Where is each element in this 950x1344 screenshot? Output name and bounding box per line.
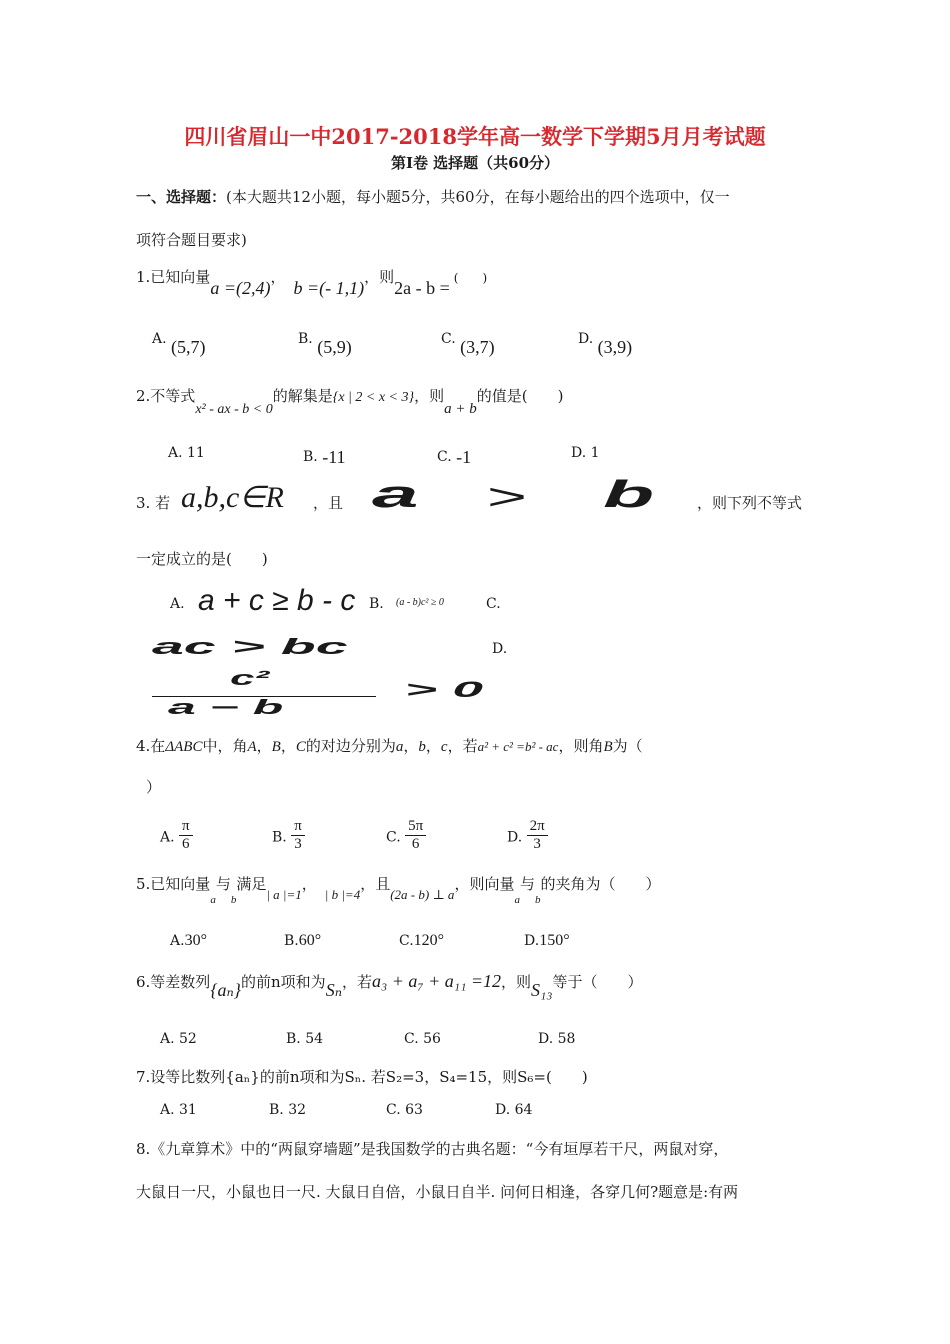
q1-option-d: D. (3,9) bbox=[578, 331, 633, 357]
q4-condition: a² + c² =b² - ac bbox=[477, 739, 559, 754]
q7-option-b: B. 32 bbox=[269, 1102, 307, 1118]
q6-sum: Sₙ bbox=[325, 980, 342, 1000]
question-7-stem: 7.设等比数列{aₙ}的前n项和为Sₙ. 若S₂=3，S₄=15，则S₆=( ) bbox=[136, 1068, 588, 1086]
q6-sequence: {aₙ} bbox=[210, 980, 242, 1000]
q3-text-a: 3. 若 bbox=[136, 494, 171, 512]
q2-option-a: A. 11 bbox=[168, 445, 205, 461]
q1-expression: 2a - b = bbox=[394, 278, 450, 298]
q4-option-d: D. $\frac{2\pi}{3}$ bbox=[507, 820, 548, 855]
question-5-stem: 5.已知向量a与b满足| a |=1，| b |=4，且(2a - b) ⊥ a，则向量a与b的夹角为（ ） bbox=[136, 875, 661, 906]
q3-cond-op: > bbox=[487, 476, 527, 517]
q4-option-a: A. $\frac{\pi}{6}$ bbox=[160, 820, 193, 855]
question-1-stem bbox=[136, 266, 488, 298]
q4-close-paren: ） bbox=[146, 778, 162, 796]
q2-target-expr: a + b bbox=[444, 401, 477, 417]
exam-title: 四川省眉山一中2017-2018学年高一数学下学期5月月考试题 bbox=[184, 124, 766, 149]
q5-option-c: C.120° bbox=[399, 932, 445, 949]
q4-triangle: ΔABC bbox=[165, 739, 203, 755]
q5-vector-b: b bbox=[230, 894, 237, 906]
section-instructions-line1 bbox=[136, 186, 730, 207]
q2-text-d: 的值是( ) bbox=[476, 387, 564, 405]
q6-option-b: B. 54 bbox=[286, 1031, 324, 1047]
q4-option-b: B. $\frac{\pi}{3}$ bbox=[272, 820, 305, 855]
q1-option-c: C. (3,7) bbox=[441, 331, 495, 357]
q1-option-b: B. (5,9) bbox=[298, 331, 352, 357]
q3-option-d-rest: > 0 bbox=[405, 677, 484, 702]
q1-answer-paren: ( ) bbox=[453, 271, 488, 285]
q3-cond-b: b bbox=[603, 474, 655, 516]
q3-option-d-denominator: a − b bbox=[168, 697, 284, 719]
q3-condition: a,b,c∈R bbox=[181, 481, 284, 514]
q6-option-a: A. 52 bbox=[160, 1031, 197, 1047]
q2-option-c: C. -1 bbox=[437, 447, 472, 467]
question-6-stem: 6.等差数列{aₙ}的前n项和为Sₙ，若a₃ + a₇ + a₁₁ =12，则S₁₃等于（ ） bbox=[136, 971, 643, 1000]
q5-option-b: B.60° bbox=[284, 932, 322, 949]
q5-norm-a: | a |=1 bbox=[266, 887, 302, 902]
question-8-line2: 大鼠日一尺，小鼠也日一尺. 大鼠日自倍，小鼠日自半. 问何日相逢，各穿几何?题意是:有两 bbox=[136, 1183, 739, 1201]
q1-sep2: ，则 bbox=[364, 268, 395, 286]
q1-vector-a: a =(2,4) bbox=[210, 278, 271, 298]
q5-option-a: A.30° bbox=[170, 932, 207, 949]
q7-option-d: D. 64 bbox=[495, 1102, 533, 1118]
question-4-stem: 4.在ΔABC中，角A，B，C的对边分别为a，b，c，若a² + c² =b² - ac，则角B为（ bbox=[136, 737, 643, 755]
q2-text-b: 的解集是 bbox=[272, 387, 333, 405]
q2-option-b: B. -11 bbox=[303, 447, 346, 467]
q1-text: 1.已知向量 bbox=[136, 268, 211, 286]
q3-option-c-value: ac > bc bbox=[152, 634, 348, 659]
q4-option-c: C. $\frac{5\pi}{6}$ bbox=[386, 820, 426, 855]
question-2-stem bbox=[136, 385, 564, 417]
q1-option-a: A. (5,7) bbox=[152, 331, 206, 357]
q6-option-d: D. 58 bbox=[538, 1031, 576, 1047]
q5-norm-b: | b |=4 bbox=[324, 887, 361, 902]
q1-sep: ， bbox=[270, 268, 286, 286]
section-desc: (本大题共12小题，每小题5分，共60分，在每小题给出的四个选项中，仅一 bbox=[226, 188, 730, 206]
q2-text-c: ，则 bbox=[414, 387, 445, 405]
section-heading: 一、选择题： bbox=[136, 188, 227, 206]
q3-text-d: 一定成立的是( ) bbox=[136, 550, 268, 568]
question-8-line1: 8.《九章算术》中的“两鼠穿墙题”是我国数学的古典名题：“今有垣厚若干尺，两鼠对穿， bbox=[136, 1140, 729, 1158]
q2-option-d: D. 1 bbox=[571, 445, 600, 461]
q5-option-d: D.150° bbox=[524, 932, 570, 949]
q3-option-a-label: A. bbox=[170, 596, 185, 612]
q3-option-b-label: B. bbox=[369, 596, 384, 612]
q3-text-c: ，则下列不等式 bbox=[697, 494, 803, 512]
section-instructions-line2: 项符合题目要求) bbox=[136, 231, 247, 249]
q3-option-d-label: D. bbox=[492, 641, 508, 657]
q5-perpendicular: (2a - b) ⊥ a bbox=[390, 887, 455, 902]
q3-cond-a: a bbox=[372, 474, 419, 516]
q3-option-b-value: (a - b)c² ≥ 0 bbox=[396, 597, 444, 608]
q2-solution-set: {x | 2 < x < 3} bbox=[332, 390, 415, 405]
q2-text-a: 2.不等式 bbox=[136, 387, 196, 405]
q3-text-b: ，且 bbox=[313, 494, 344, 512]
q3-option-c-label: C. bbox=[486, 596, 501, 612]
q6-option-c: C. 56 bbox=[404, 1031, 441, 1047]
q3-option-d-numerator: c² bbox=[230, 668, 270, 690]
q7-option-c: C. 63 bbox=[386, 1102, 423, 1118]
q3-option-a-value: a + c ≥ b - c bbox=[198, 584, 356, 617]
exam-subtitle: 第Ⅰ卷 选择题（共60分） bbox=[390, 154, 560, 172]
q6-condition: a₃ + a₇ + a₁₁ =12 bbox=[372, 971, 501, 991]
q1-vector-b: b =(- 1,1) bbox=[293, 278, 365, 298]
q6-target: S₁₃ bbox=[531, 980, 553, 1000]
q2-inequality: x² - ax - b < 0 bbox=[195, 402, 273, 417]
q5-vector-a: a bbox=[210, 894, 216, 906]
q7-option-a: A. 31 bbox=[160, 1102, 197, 1118]
